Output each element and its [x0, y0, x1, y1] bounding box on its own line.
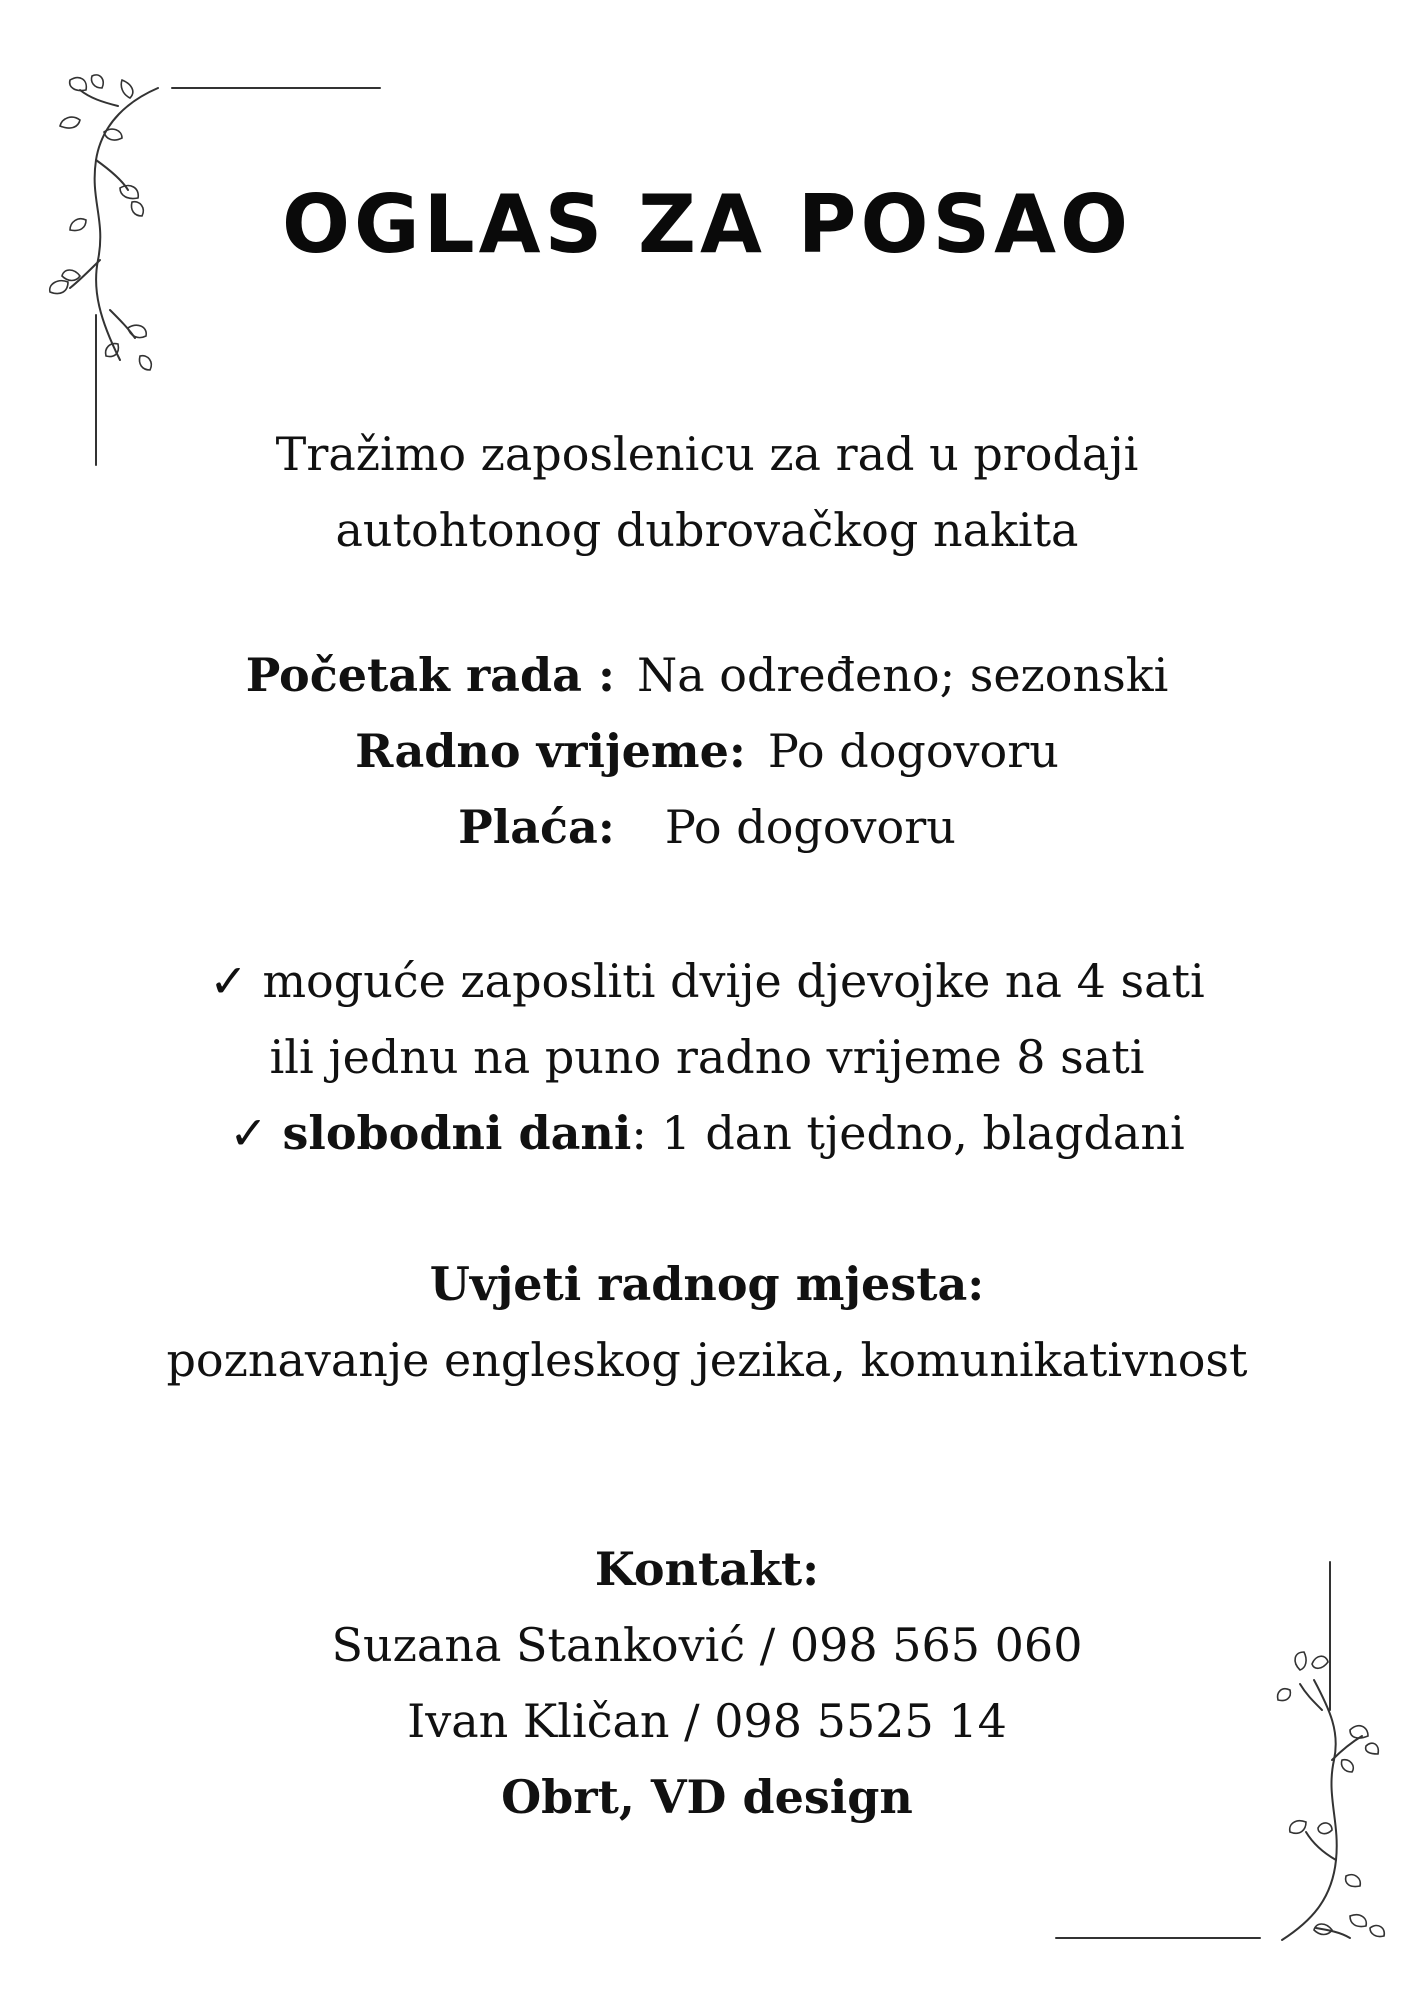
intro-line-1: Tražimo zaposlenicu za rad u prodaji	[275, 427, 1139, 481]
intro-line-2: autohtonog dubrovačkog nakita	[335, 503, 1079, 557]
details-section	[0, 637, 1414, 865]
benefits-section	[0, 943, 1414, 1171]
page-title: OGLAS ZA POSAO	[282, 178, 1132, 271]
detail-salary-label: Plaća:	[458, 800, 615, 854]
detail-start	[0, 637, 1414, 713]
check-mark-icon: ✓	[209, 954, 248, 1008]
benefit-line-1-text: moguće zaposliti dvije djevojke na 4 sati	[262, 954, 1205, 1008]
detail-start-value: Na određeno; sezonski	[636, 648, 1169, 702]
contact-heading: Kontakt:	[594, 1542, 820, 1596]
free-days-value: : 1 dan tjedno, blagdani	[631, 1106, 1185, 1160]
contact-section	[0, 1531, 1414, 1835]
free-days-label: slobodni dani	[282, 1106, 632, 1160]
benefit-free-days	[0, 1095, 1414, 1171]
contact-person-1: Suzana Stanković / 098 565 060	[331, 1618, 1083, 1672]
conditions-text: poznavanje engleskog jezika, komunikativnost	[166, 1333, 1248, 1387]
detail-salary-value: Po dogovoru	[664, 800, 956, 854]
benefit-line-2: ili jednu na puno radno vrijeme 8 sati	[269, 1030, 1145, 1084]
detail-hours-value: Po dogovoru	[767, 724, 1059, 778]
detail-salary	[0, 789, 1414, 865]
detail-hours-label: Radno vrijeme:	[355, 724, 746, 778]
intro-section	[0, 416, 1414, 568]
conditions-heading: Uvjeti radnog mjesta:	[429, 1257, 985, 1311]
benefit-line-1	[0, 943, 1414, 1019]
detail-start-label: Početak rada :	[245, 648, 615, 702]
contact-person-2: Ivan Kličan / 098 5525 14	[407, 1694, 1007, 1748]
company-name: Obrt, VD design	[501, 1770, 913, 1824]
detail-hours	[0, 713, 1414, 789]
check-mark-icon: ✓	[229, 1106, 268, 1160]
conditions-section	[0, 1246, 1414, 1398]
